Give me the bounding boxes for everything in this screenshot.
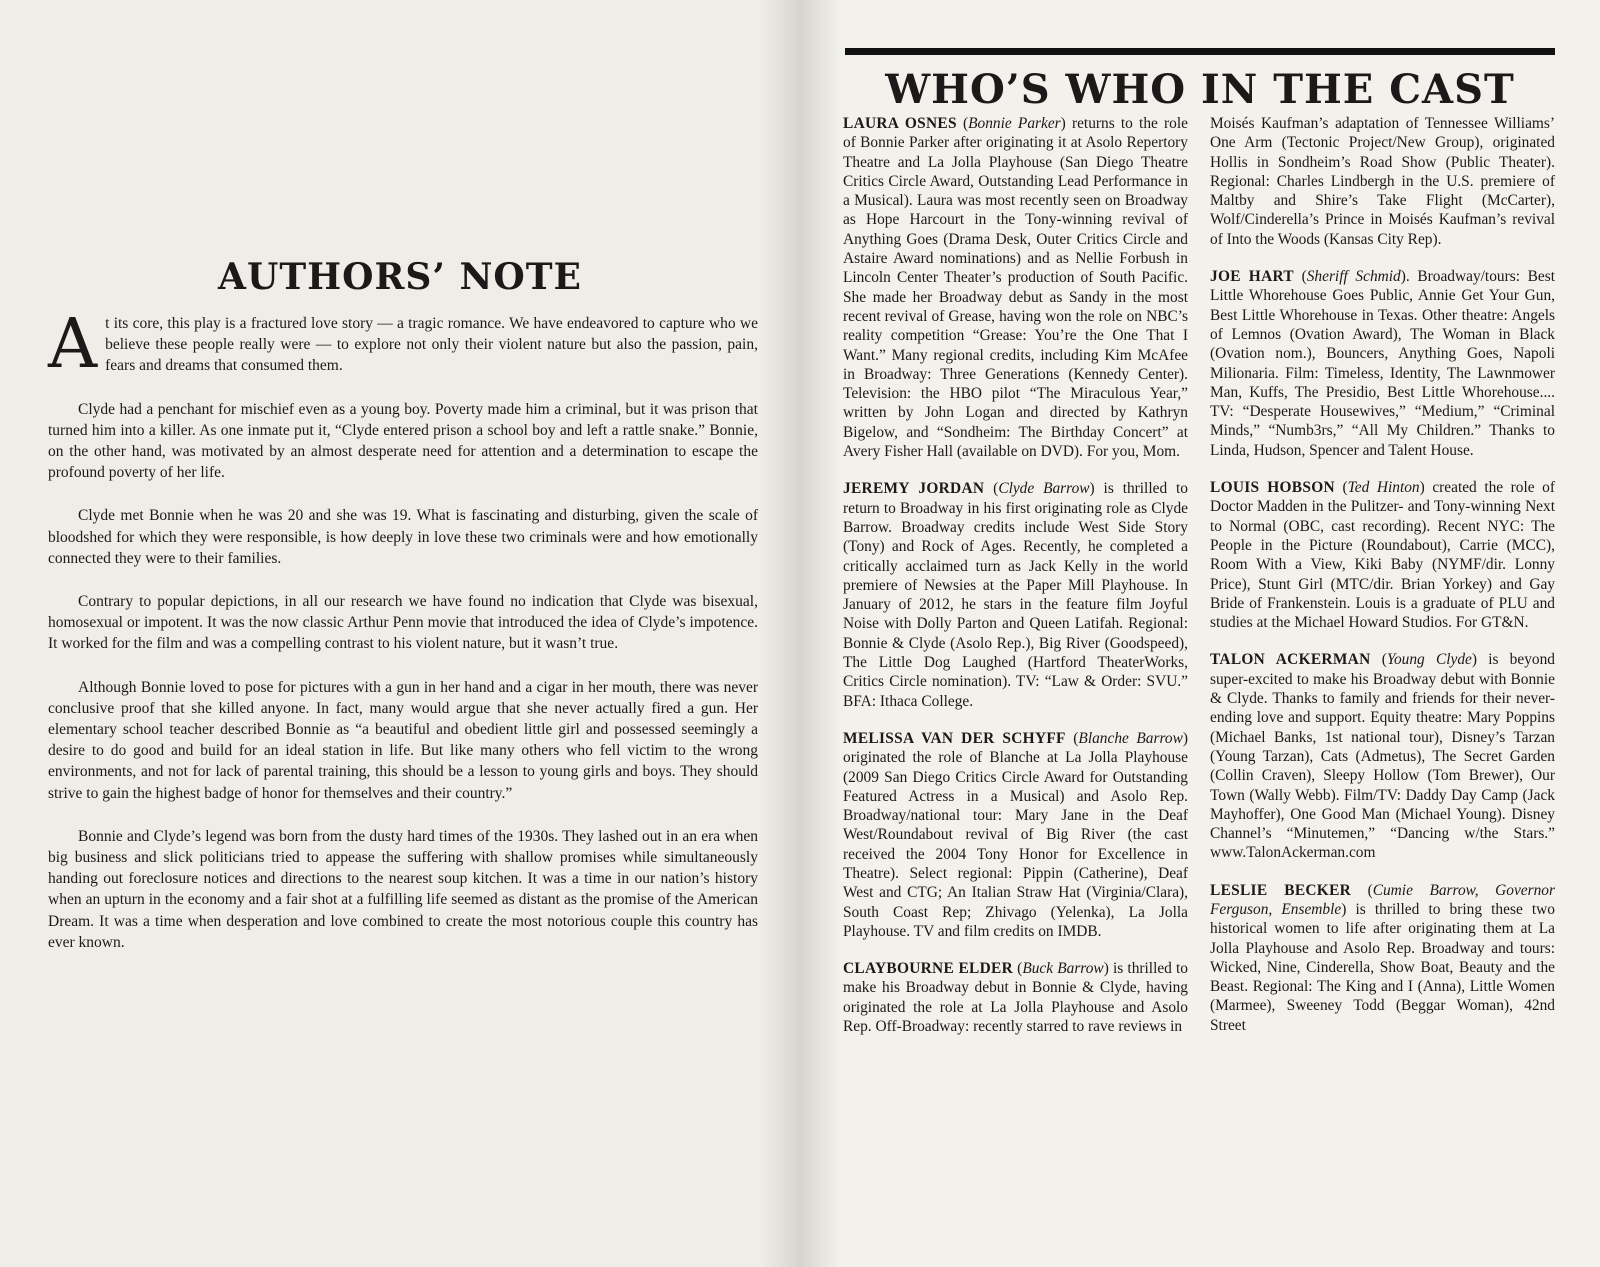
authors-note-body <box>48 305 758 975</box>
authors-note-title: AUTHORS’ NOTE <box>218 256 582 298</box>
cast-bio: JEREMY JORDAN (Clyde Barrow) is thrilled to return to Broadway in his first originating role as Clyde Barrow. Broadway credits include West Side Story (Tony) and Rock of Ages. Recently, he completed a critically acclaimed turn as Jack Kelly in the world premiere of Newsies at the Paper Mill Playhouse. In January of 2012, he stars in the feature film Joyful Noise with Dolly Parton and Queen Latifah. Regional: Bonnie & Clyde (Asolo Rep.), Big River (Goodspeed), The Little Dog Laughed (Hartford TheaterWorks, Critics Circle nomination). TV: “Law & Order: SVU.” BFA: Ithaca College. <box>843 480 1188 710</box>
cast-bio: CLAYBOURNE ELDER (Buck Barrow) is thrilled to make his Broadway debut in Bonnie & Clyde, having originated the role at La Jolla Playhouse and Asolo Rep. Off-Broadway: recently starred to rave reviews in <box>843 960 1188 1036</box>
cast-bio: TALON ACKERMAN (Young Clyde) is beyond super-excited to make his Broadway debut with Bonnie & Clyde. Thanks to family and friends for their never-ending love and support. Equity theatre: Mary Poppins (Michael Banks, 1st national tour), Disney’s Tarzan (Young Tarzan), Cats (Admetus), The Secret Garden (Collin Craven), Sleepy Hollow (Tom Brewer), Our Town (Wally Webb). Film/TV: Daddy Day Camp (Jack Mayhoffer), One Good Man (Michael Young). Disney Channel’s “Minutemen,” “Dancing w/the Stars.” www.TalonAckerman.com <box>1210 651 1555 862</box>
gutter-shadow <box>800 0 840 1267</box>
paragraph: Bonnie and Clyde’s legend was born from the dusty hard times of the 1930s. They lashed out in an era when big business and slick politicians tried to appease the suffering with shallow promises while simultaneously handing out foreclosure notices and directions to the nearest soup kitchen. It was a time in our nation’s history when an upturn in the economy and a fair shot at a fulfilling life seemed as distant as the promise of the American Dream. It was a time when desperation and love combined to create the most notorious couple this country has ever known. <box>48 827 758 951</box>
cast-bio: LOUIS HOBSON (Ted Hinton) created the role of Doctor Madden in the Pulitzer- and Tony-winning Next to Normal (OBC, cast recording). Recent NYC: The People in the Picture (Roundabout), Carrie (MCC), Room With a View, Kiki Baby (NYMF/dir. Lonny Price), Stunt Girl (MTC/dir. Brian Yorkey) and Gay Bride of Frankenstein. Louis is a graduate of PLU and studies at the Michael Howard Studios. For GT&N. <box>1210 479 1555 632</box>
cast-bio-continued: Moisés Kaufman’s adaptation of Tennessee Williams’ One Arm (Tectonic Project/New Group), originated Hollis in Sondheim’s Road Show (Public Theater). Regional: Charles Lindbergh in the U.S. premiere of Maltby and Shire’s Take Flight (McCarter), Wolf/Cinderella’s Prince in Moisés Kaufman’s revival of Into the Woods (Kansas City Rep). <box>1210 115 1555 248</box>
paragraph: Although Bonnie loved to pose for pictures with a gun in her hand and a cigar in her mouth, there was never conclusive proof that she killed anyone. In fact, many would argue that she never actually fired a gun. Her elementary school teacher described Bonnie as “a beautiful and obedient little girl and possessed seemingly a desire to do good and build for an ideal station in life. But like many others who fell victim to the wrong environments, and not for lack of parental training, this should be a lesson to young girls and boys. They should strive to gain the highest badge of honor for themselves and their country.” <box>48 678 758 802</box>
cast-column-1 <box>843 114 1188 1054</box>
paragraph: Contrary to popular depictions, in all our research we have found no indication that Clyde was bisexual, homosexual or impotent. It was the now classic Arthur Penn movie that introduced the idea of Clyde’s impotence. It worked for the film and was a compelling contrast to his violent nature, but it wasn’t true. <box>48 593 758 653</box>
whos-who-title: WHO’S WHO IN THE CAST <box>885 66 1515 113</box>
cast-bio: JOE HART (Sheriff Schmid). Broadway/tours: Best Little Whorehouse Goes Public, Annie Get Your Gun, Best Little Whorehouse in Texas. Other theatre: Angels of Lemnos (Ovation Award), The Woman in Black (Ovation nom.), Bouncers, Anything Goes, Napoli Milionaria. Film: Timeless, Identity, The Lawnmower Man, Kuffs, The Presidio, Best Little Whorehouse.... TV: “Desperate Housewives,” “Medium,” “Criminal Minds,” “Numb3rs,” “All My Children.” Thanks to Linda, Hudson, Spencer and Talent House. <box>1210 268 1555 459</box>
cast-column-2 <box>1210 114 1555 1053</box>
cast-bio: LESLIE BECKER (Cumie Barrow, Governor Ferguson, Ensemble) is thrilled to bring these two historical women to life after originating them at La Jolla Playhouse and Asolo Rep. Broadway and tours: Wicked, Nine, Cinderella, Show Boat, Beauty and the Beast. Regional: The King and I (Anna), Little Women (Marmee), Sweeney Todd (Beggar Woman), 42nd Street <box>1210 881 1555 1034</box>
gutter-shadow <box>760 0 800 1267</box>
paragraph: Clyde had a penchant for mischief even as a young boy. Poverty made him a criminal, but it was prison that turned him into a killer. As one inmate put it, “Clyde entered prison a school boy and left a rattle snake.” Bonnie, on the other hand, was motivated by an almost desperate need for attention and a determination to escape the profound poverty of her life. <box>48 400 758 482</box>
paragraph: At its core, this play is a fractured love story — a tragic romance. We have endeavored to capture who we believe these people really were — to explore not only their violent nature but also the passion, pain, fears and dreams that consumed them. <box>48 305 758 384</box>
paragraph: Clyde met Bonnie when he was 20 and she was 19. What is fascinating and disturbing, given the scale of bloodshed for which they were responsible, is how deeply in love these two criminals were and how emotionally connected they were to their families. <box>48 507 758 567</box>
cast-bio: LAURA OSNES (Bonnie Parker) returns to the role of Bonnie Parker after originating it at Asolo Repertory Theatre and La Jolla Playhouse (San Diego Theatre Critics Circle Award, Outstanding Lead Performance in a Musical). Laura was most recently seen on Broadway as Hope Harcourt in the Tony-winning revival of Anything Goes (Drama Desk, Outer Critics Circle and Astaire Award nominations) and as Nellie Forbush in Lincoln Center Theater’s production of South Pacific. She made her Broadway debut as Sandy in the most recent revival of Grease, having won the role on NBC’s reality competition “Grease: You’re the One That I Want.” Many regional credits, including Kim McAfee in Broadway: Three Generations (Kennedy Center). Television: the HBO pilot “The Miraculous Year,” written by John Logan and directed by Kathryn Bigelow, and “Sondheim: The Birthday Concert” at Avery Fisher Hall (available on DVD). For you, Mom. <box>843 115 1188 461</box>
cast-bio: MELISSA VAN DER SCHYFF (Blanche Barrow) originated the role of Blanche at La Jolla Playhouse (2009 San Diego Critics Circle Award for Outstanding Featured Actress in a Musical) and Asolo Rep. Broadway/national tour: Mary Jane in the Deaf West/Roundabout revival of Big River (the cast received the 2004 Tony Honor for Excellence in Theatre). Select regional: Pippin (Catherine), Deaf West and CTG; An Italian Straw Hat (Virginia/Clara), South Coast Rep; Zhivago (Yelenka), La Jolla Playhouse. TV and film credits on IMDB. <box>843 729 1188 940</box>
drop-cap: A <box>48 305 98 384</box>
title-rule <box>845 48 1555 55</box>
show-through-text <box>330 60 351 130</box>
